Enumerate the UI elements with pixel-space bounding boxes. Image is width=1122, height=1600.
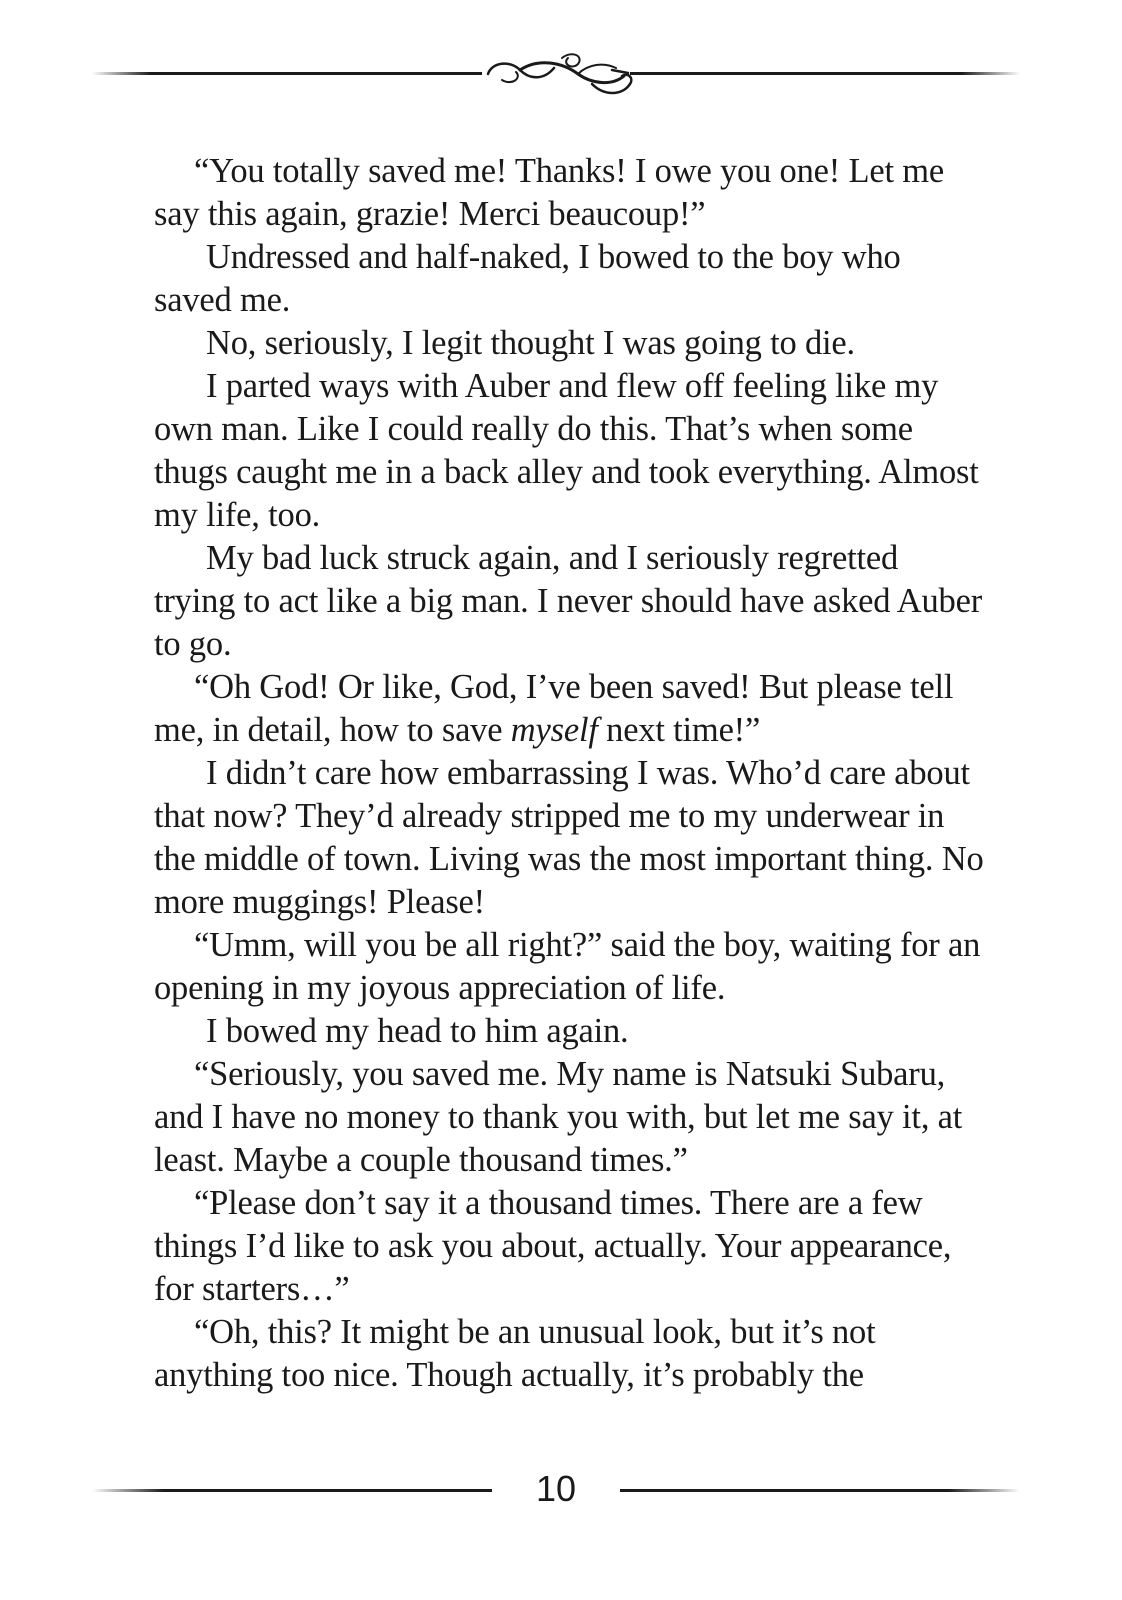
body-text [154, 150, 984, 1397]
paragraph: “Seriously, you saved me. My name is Natsuki Subaru, and I have no money to thank you with, but let me say it, at least. Maybe a couple thousand times.” [154, 1055, 963, 1179]
paragraph: I parted ways with Auber and flew off feeling like my own man. Like I could really do this. That’s when some thugs caught me in a back alley and took everything. Almost my life, too. [154, 367, 979, 534]
paragraph: “You totally saved me! Thanks! I owe you one! Let me say this again, grazie! Merci beaucoup!” [154, 152, 945, 233]
footer-rule-right [620, 1489, 1020, 1492]
flourish-ornament-icon [92, 40, 1020, 110]
paragraph-text: “Oh God! Or like, God, I’ve been saved! But please tell me, in detail, how to save [154, 668, 954, 749]
page-footer [92, 1460, 1020, 1520]
paragraph: “Please don’t say it a thousand times. There are a few things I’d like to ask you about, actually. Your appearance, for starters…” [154, 1184, 952, 1308]
paragraph: My bad luck struck again, and I seriously regretted trying to act like a big man. I never should have asked Auber to go. [154, 539, 983, 663]
paragraph-text: next time!” [597, 711, 761, 749]
page-number: 10 [535, 1468, 577, 1509]
paragraph-emphasis: myself [510, 711, 598, 749]
footer-rule-left [92, 1489, 492, 1492]
paragraph: I bowed my head to him again. [206, 1012, 629, 1050]
paragraph: Undressed and half-naked, I bowed to the boy who saved me. [154, 238, 901, 319]
paragraph: “Oh, this? It might be an unusual look, but it’s not anything too nice. Though actually, it’s probably the [154, 1313, 876, 1394]
paragraph: No, seriously, I legit thought I was going to die. [206, 324, 855, 362]
paragraph [154, 666, 984, 752]
paragraph: “Umm, will you be all right?” said the boy, waiting for an opening in my joyous appreciation of life. [154, 926, 981, 1007]
paragraph: I didn’t care how embarrassing I was. Who’d care about that now? They’d already stripped me to my underwear in the middle of town. Living was the most important thing. No more muggings! Please! [154, 754, 984, 921]
